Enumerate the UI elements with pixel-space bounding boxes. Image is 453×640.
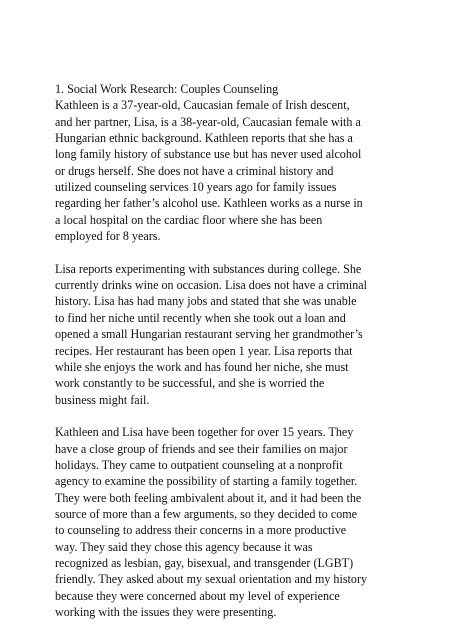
paragraph-line: currently drinks wine on occasion. Lisa does not have a criminal	[55, 278, 367, 293]
paragraph-3	[55, 424, 400, 620]
paragraph-line: Kathleen and Lisa have been together for over 15 years. They	[55, 425, 354, 440]
document-body	[55, 81, 400, 620]
paragraph-line: They were both feeling ambivalent about it, and it had been the	[55, 490, 362, 505]
paragraph-heading-line: 1. Social Work Research: Couples Counseling	[55, 82, 279, 96]
paragraph-line: opened a small Hungarian restaurant serving her grandmother’s	[55, 327, 363, 342]
paragraph-line: to find her niche until recently when she took out a loan and	[55, 310, 346, 325]
paragraph-line: to counseling to address their concerns in a more productive	[55, 523, 347, 538]
paragraph-line: or drugs herself. She does not have a criminal history and	[55, 163, 334, 178]
paragraph-line: recipes. Her restaurant has been open 1 year. Lisa reports that	[55, 343, 353, 358]
paragraph-line: because they were concerned about my level of experience	[55, 588, 340, 603]
paragraph-line: long family history of substance use but has never used alcohol	[55, 147, 362, 162]
paragraph-line: have a close group of friends and see their families on major	[55, 441, 348, 456]
paragraph-line: holidays. They came to outpatient counseling at a nonprofit	[55, 457, 343, 472]
paragraph-line: business might fail.	[55, 392, 150, 407]
paragraph-line: Kathleen is a 37-year-old, Caucasian female of Irish descent,	[55, 98, 350, 113]
paragraph-line: source of more than a few arguments, so they decided to come	[55, 506, 358, 521]
paragraph-line: Lisa reports experimenting with substances during college. She	[55, 261, 362, 276]
paragraph-spacer	[55, 244, 400, 260]
paragraph-line: employed for 8 years.	[55, 229, 161, 244]
paragraph-line: friendly. They asked about my sexual orientation and my history	[55, 572, 368, 587]
paragraph-line: agency to examine the possibility of starting a family together.	[55, 474, 358, 489]
paragraph-line: way. They said they chose this agency because it was	[55, 539, 313, 554]
paragraph-line: Hungarian ethnic background. Kathleen reports that she has a	[55, 131, 353, 146]
paragraph-line: and her partner, Lisa, is a 38-year-old, Caucasian female with a	[55, 114, 361, 129]
paragraph-line: a local hospital on the cardiac floor where she has been	[55, 212, 323, 227]
paragraph-line: working with the issues they were presenting.	[55, 605, 277, 619]
paragraph-1	[55, 81, 400, 244]
paragraph-line: history. Lisa has had many jobs and stated that she was unable	[55, 294, 357, 309]
paragraph-line: utilized counseling services 10 years ago for family issues	[55, 180, 337, 195]
paragraph-line: work constantly to be successful, and she is worried the	[55, 376, 325, 391]
paragraph-line: while she enjoys the work and has found her niche, she must	[55, 359, 349, 374]
paragraph-line: regarding her father’s alcohol use. Kathleen works as a nurse in	[55, 196, 363, 211]
paragraph-line: recognized as lesbian, gay, bisexual, and transgender (LGBT)	[55, 555, 354, 570]
paragraph-2	[55, 261, 400, 408]
paragraph-spacer	[55, 408, 400, 424]
